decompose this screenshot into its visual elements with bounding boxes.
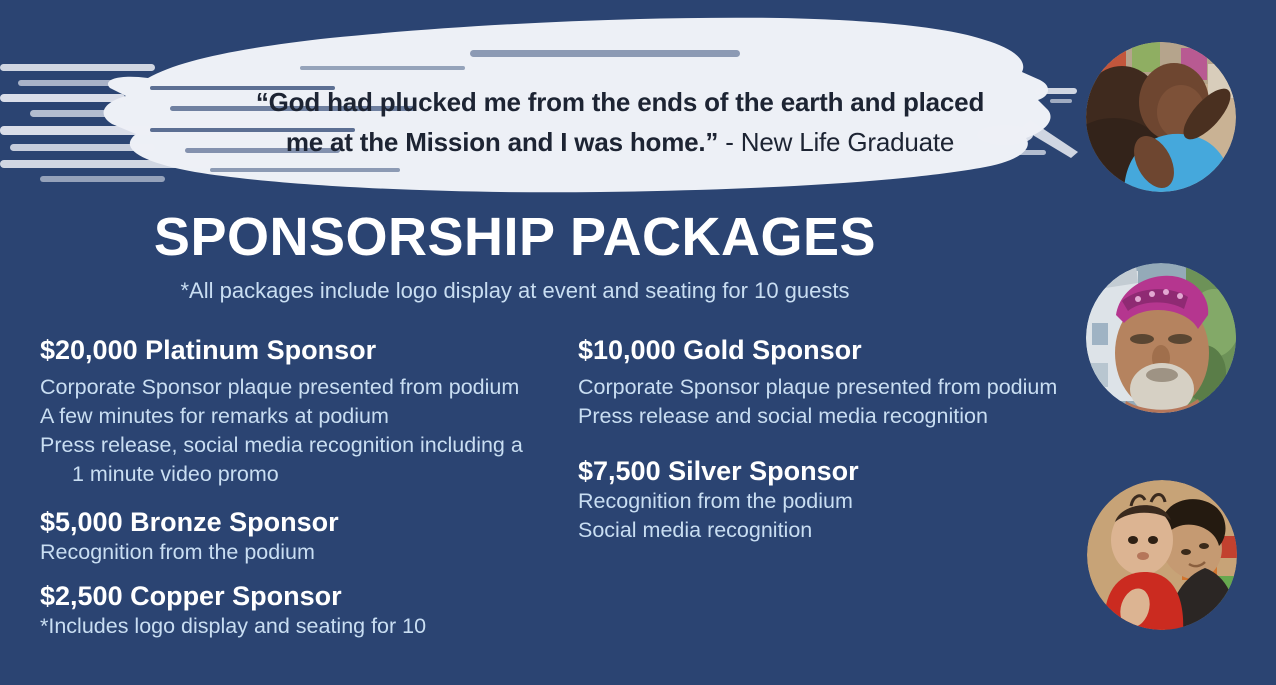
photo-1-illustration xyxy=(1086,42,1236,192)
photo-elderly-man-pink-cap xyxy=(1086,263,1236,413)
package-copper xyxy=(40,580,570,641)
page-title: SPONSORSHIP PACKAGES xyxy=(153,207,877,267)
package-benefit-line: Press release and social media recognition xyxy=(578,404,988,428)
package-benefit-line: *Includes logo display and seating for 10 xyxy=(40,614,427,638)
packages-column-left xyxy=(40,334,570,641)
package-benefit-line: A few minutes for remarks at podium xyxy=(40,404,389,428)
photo-man-embracing-child xyxy=(1086,42,1236,192)
quote-attribution: - New Life Graduate xyxy=(718,127,955,157)
package-gold xyxy=(578,334,1098,431)
package-benefit-line: Recognition from the podium xyxy=(578,489,853,513)
package-benefit-line: Social media recognition xyxy=(578,518,813,542)
package-benefit-line: 1 minute video promo xyxy=(72,462,279,486)
photo-2-illustration xyxy=(1086,263,1236,413)
quote-block xyxy=(190,82,1050,162)
page-subtitle: *All packages include logo display at event and seating for 10 guests xyxy=(180,278,850,303)
package-silver-title: $7,500 Silver Sponsor xyxy=(578,456,859,486)
package-benefit-line: Corporate Sponsor plaque presented from podium xyxy=(40,375,520,399)
package-silver xyxy=(578,455,1098,545)
photo-3-illustration xyxy=(1087,480,1237,630)
quote-line-2: me at the Mission and I was home.” xyxy=(285,127,719,157)
package-benefit-line: Press release, social media recognition including a xyxy=(40,433,523,457)
package-gold-title: $10,000 Gold Sponsor xyxy=(578,335,862,365)
package-bronze xyxy=(40,506,570,567)
package-benefit-line: Recognition from the podium xyxy=(40,540,315,564)
packages-column-right xyxy=(578,334,1098,545)
package-bronze-title: $5,000 Bronze Sponsor xyxy=(40,507,339,537)
quote-line-1: “God had plucked me from the ends of the earth and placed xyxy=(255,87,985,117)
package-platinum xyxy=(40,334,570,489)
package-benefit-line: Corporate Sponsor plaque presented from podium xyxy=(578,375,1058,399)
package-copper-title: $2,500 Copper Sponsor xyxy=(40,581,342,611)
quote-line-2-wrap xyxy=(190,122,1050,162)
package-platinum-title: $20,000 Platinum Sponsor xyxy=(40,335,377,365)
photo-mother-and-toddler xyxy=(1087,480,1237,630)
